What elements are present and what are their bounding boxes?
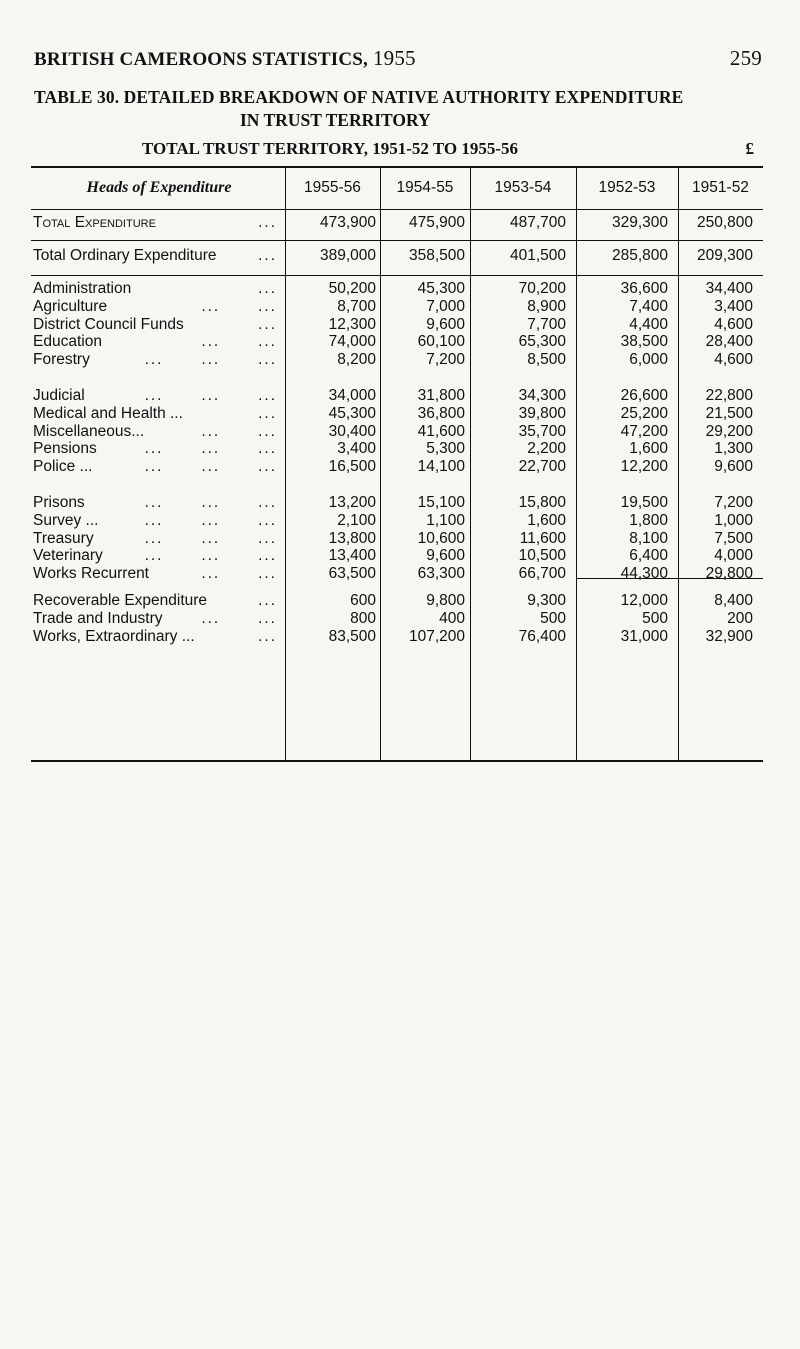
header-row	[31, 179, 763, 197]
cell-value: 34,000	[328, 387, 376, 404]
table-row	[31, 512, 763, 530]
row-label: Survey ...	[33, 511, 99, 529]
cell-value: 4,600	[714, 315, 753, 333]
cell-value: 7,400	[629, 297, 668, 315]
header-year: 1955	[372, 46, 416, 70]
running-title: BRITISH CAMEROONS STATISTICS, 1955	[34, 46, 416, 70]
cell-value: 34,300	[518, 387, 566, 404]
cell-value: 107,200	[408, 627, 465, 645]
cell-value: 1,800	[629, 511, 668, 529]
leader-dots: ... ...	[201, 609, 277, 627]
table-row	[31, 333, 763, 351]
table-subtitle	[142, 139, 764, 159]
cell-value: 30,400	[328, 422, 376, 440]
cell-value: 76,400	[518, 627, 566, 645]
cell-value: 44,300	[620, 565, 668, 583]
cell-value: 500	[540, 609, 566, 627]
cell-value: 38,500	[620, 333, 668, 351]
row-label: Medical and Health ...	[33, 404, 183, 422]
table-row	[31, 405, 763, 423]
cell-value: 389,000	[319, 247, 376, 264]
leader-dots: ... ... ...	[144, 529, 277, 547]
cell-value: 47,200	[620, 422, 668, 440]
cell-value: 13,800	[328, 529, 376, 547]
leader-dots: ...	[258, 404, 277, 422]
cell-value: 4,400	[629, 315, 668, 333]
cell-value: 66,700	[518, 565, 566, 583]
leader-dots: ... ... ...	[144, 440, 277, 458]
total-expenditure-row	[31, 214, 763, 232]
cell-value: 34,400	[705, 280, 753, 297]
cell-value: 358,500	[408, 247, 465, 264]
table-row	[31, 351, 763, 369]
row-rule	[31, 240, 763, 241]
cell-value: 7,200	[714, 494, 753, 511]
cell-value: 13,200	[328, 494, 376, 511]
cell-value: 16,500	[328, 458, 376, 476]
cell-value: 8,200	[337, 351, 376, 369]
cell-value: 600	[350, 592, 376, 609]
row-label: Police ...	[33, 458, 93, 476]
cell-value: 11,600	[519, 529, 566, 547]
cell-value: 2,200	[527, 440, 566, 458]
row-label: District Council Funds	[33, 315, 184, 333]
leader-dots: ...	[258, 214, 277, 231]
cell-value: 400	[439, 609, 465, 627]
expenditure-table	[31, 166, 763, 762]
leader-dots: ... ...	[201, 565, 277, 583]
cell-value: 83,500	[328, 627, 376, 645]
cell-value: 15,100	[417, 494, 465, 511]
cell-value: 6,400	[629, 547, 668, 565]
leader-dots: ... ... ...	[144, 511, 277, 529]
cell-value: 50,200	[328, 280, 376, 297]
cell-value: 8,700	[337, 297, 376, 315]
cell-value: 9,600	[714, 458, 753, 476]
cell-value: 475,900	[408, 214, 465, 231]
cell-value: 36,600	[620, 280, 668, 297]
cell-value: 39,800	[518, 404, 566, 422]
cell-value: 10,600	[417, 529, 465, 547]
header-1955-56: 1955-56	[304, 179, 361, 196]
cell-value: 63,500	[328, 565, 376, 583]
header-1954-55: 1954-55	[396, 179, 454, 196]
cell-value: 8,900	[527, 297, 566, 315]
cell-value: 473,900	[319, 214, 376, 231]
cell-value: 25,200	[620, 404, 668, 422]
page-number: 259	[729, 46, 762, 70]
cell-value: 60,100	[417, 333, 465, 351]
header-1952-53: 1952-53	[598, 179, 656, 196]
row-label: Works Recurrent	[33, 565, 149, 583]
cell-value: 200	[727, 609, 753, 627]
table-row	[31, 280, 763, 298]
cell-value: 4,600	[714, 351, 753, 369]
cell-value: 2,100	[337, 511, 376, 529]
cell-value: 36,800	[417, 404, 465, 422]
cell-value: 74,000	[328, 333, 376, 351]
currency-symbol: £	[745, 139, 754, 158]
cell-value: 7,500	[714, 529, 753, 547]
cell-value: 31,800	[417, 387, 465, 404]
cell-value: 9,300	[527, 592, 566, 609]
cell-value: 7,200	[426, 351, 465, 369]
cell-value: 7,700	[527, 315, 566, 333]
row-label: Total Ordinary Expenditure	[33, 247, 217, 264]
table-bottom-rule	[31, 760, 763, 762]
leader-dots: ...	[258, 247, 277, 264]
cell-value: 9,800	[426, 592, 465, 609]
table-row	[31, 440, 763, 458]
row-label: Pensions	[33, 440, 97, 458]
cell-value: 26,600	[620, 387, 668, 404]
subtitle-text: TOTAL TRUST TERRITORY, 1951-52 TO 1955-56	[142, 139, 519, 158]
cell-value: 13,400	[328, 547, 376, 565]
row-label: Miscellaneous...	[33, 422, 145, 440]
cell-value: 5,300	[426, 440, 465, 458]
row-label: Works, Extraordinary ...	[33, 627, 195, 645]
leader-dots: ... ... ...	[144, 547, 277, 565]
cell-value: 8,400	[714, 592, 753, 609]
leader-dots: ...	[258, 627, 277, 645]
cell-value: 8,100	[629, 529, 668, 547]
table-top-rule	[31, 166, 763, 168]
row-label: Trade and Industry	[33, 609, 163, 627]
table-title	[34, 86, 774, 132]
cell-value: 209,300	[696, 247, 753, 264]
leader-dots: ... ... ...	[144, 494, 277, 511]
table-row	[31, 298, 763, 316]
table-row	[31, 628, 763, 646]
table-row	[31, 565, 763, 583]
cell-value: 15,800	[518, 494, 566, 511]
table-row	[31, 547, 763, 565]
leader-dots: ... ...	[201, 297, 277, 315]
table-row	[31, 423, 763, 441]
cell-value: 9,600	[426, 547, 465, 565]
cell-value: 32,900	[705, 627, 753, 645]
cell-value: 7,000	[426, 297, 465, 315]
leader-dots: ...	[258, 315, 277, 333]
cell-value: 1,600	[629, 440, 668, 458]
cell-value: 329,300	[611, 214, 668, 231]
cell-value: 14,100	[417, 458, 465, 476]
leader-dots: ... ... ...	[144, 458, 277, 476]
table-row	[31, 530, 763, 548]
header-1953-54: 1953-54	[494, 179, 552, 196]
cell-value: 29,800	[705, 565, 753, 583]
cell-value: 487,700	[509, 214, 566, 231]
cell-value: 500	[642, 609, 668, 627]
leader-dots: ...	[258, 592, 277, 609]
cell-value: 9,600	[426, 315, 465, 333]
cell-value: 3,400	[337, 440, 376, 458]
cell-value: 12,000	[620, 592, 668, 609]
cell-value: 8,500	[527, 351, 566, 369]
cell-value: 35,700	[518, 422, 566, 440]
table-row	[31, 610, 763, 628]
row-label: Treasury	[33, 529, 94, 547]
cell-value: 1,600	[527, 511, 566, 529]
cell-value: 45,300	[417, 280, 465, 297]
table-row	[31, 592, 763, 610]
cell-value: 21,500	[705, 404, 753, 422]
cell-value: 1,000	[714, 511, 753, 529]
leader-dots: ... ... ...	[144, 351, 277, 369]
cell-value: 1,100	[426, 511, 465, 529]
row-label: Education	[33, 333, 102, 351]
cell-value: 22,700	[518, 458, 566, 476]
cell-value: 401,500	[509, 247, 566, 264]
row-label: Total Expenditure	[33, 214, 156, 231]
cell-value: 6,000	[629, 351, 668, 369]
cell-value: 29,200	[705, 422, 753, 440]
cell-value: 65,300	[518, 333, 566, 351]
row-label: Agriculture	[33, 297, 108, 315]
table-row	[31, 316, 763, 334]
row-label: Veterinary	[33, 547, 103, 565]
cell-value: 31,000	[620, 627, 668, 645]
table-row	[31, 494, 763, 512]
row-label: Recoverable Expenditure	[33, 592, 208, 609]
leader-dots: ... ...	[201, 333, 277, 351]
table-title-line1: TABLE 30. DETAILED BREAKDOWN OF NATIVE AUTHORITY EXPENDITURE	[34, 87, 684, 107]
row-rule	[31, 275, 763, 276]
leader-dots: ... ...	[201, 422, 277, 440]
cell-value: 1,300	[714, 440, 753, 458]
cell-value: 12,200	[620, 458, 668, 476]
row-label: Administration	[33, 280, 132, 297]
cell-value: 45,300	[328, 404, 376, 422]
row-label: Judicial	[33, 387, 85, 404]
cell-value: 285,800	[611, 247, 668, 264]
cell-value: 22,800	[705, 387, 753, 404]
cell-value: 19,500	[620, 494, 668, 511]
cell-value: 12,300	[328, 315, 376, 333]
cell-value: 10,500	[518, 547, 566, 565]
leader-dots: ... ... ...	[144, 387, 277, 404]
total-ordinary-expenditure-row	[31, 247, 763, 265]
cell-value: 250,800	[696, 214, 753, 231]
table-title-line2: IN TRUST TERRITORY	[240, 110, 431, 130]
cell-value: 63,300	[417, 565, 465, 583]
cell-value: 41,600	[417, 422, 465, 440]
cell-value: 70,200	[518, 280, 566, 297]
header-heads-of-expenditure: Heads of Expenditure	[86, 179, 232, 196]
row-label: Prisons	[33, 494, 85, 511]
header-1951-52: 1951-52	[692, 179, 749, 196]
cell-value: 800	[350, 609, 376, 627]
leader-dots: ...	[258, 280, 277, 297]
cell-value: 28,400	[705, 333, 753, 351]
page-header	[34, 46, 762, 71]
row-label: Forestry	[33, 351, 90, 369]
cell-value: 4,000	[714, 547, 753, 565]
cell-value: 3,400	[714, 297, 753, 315]
table-row	[31, 458, 763, 476]
table-row	[31, 387, 763, 405]
row-rule	[31, 209, 763, 210]
